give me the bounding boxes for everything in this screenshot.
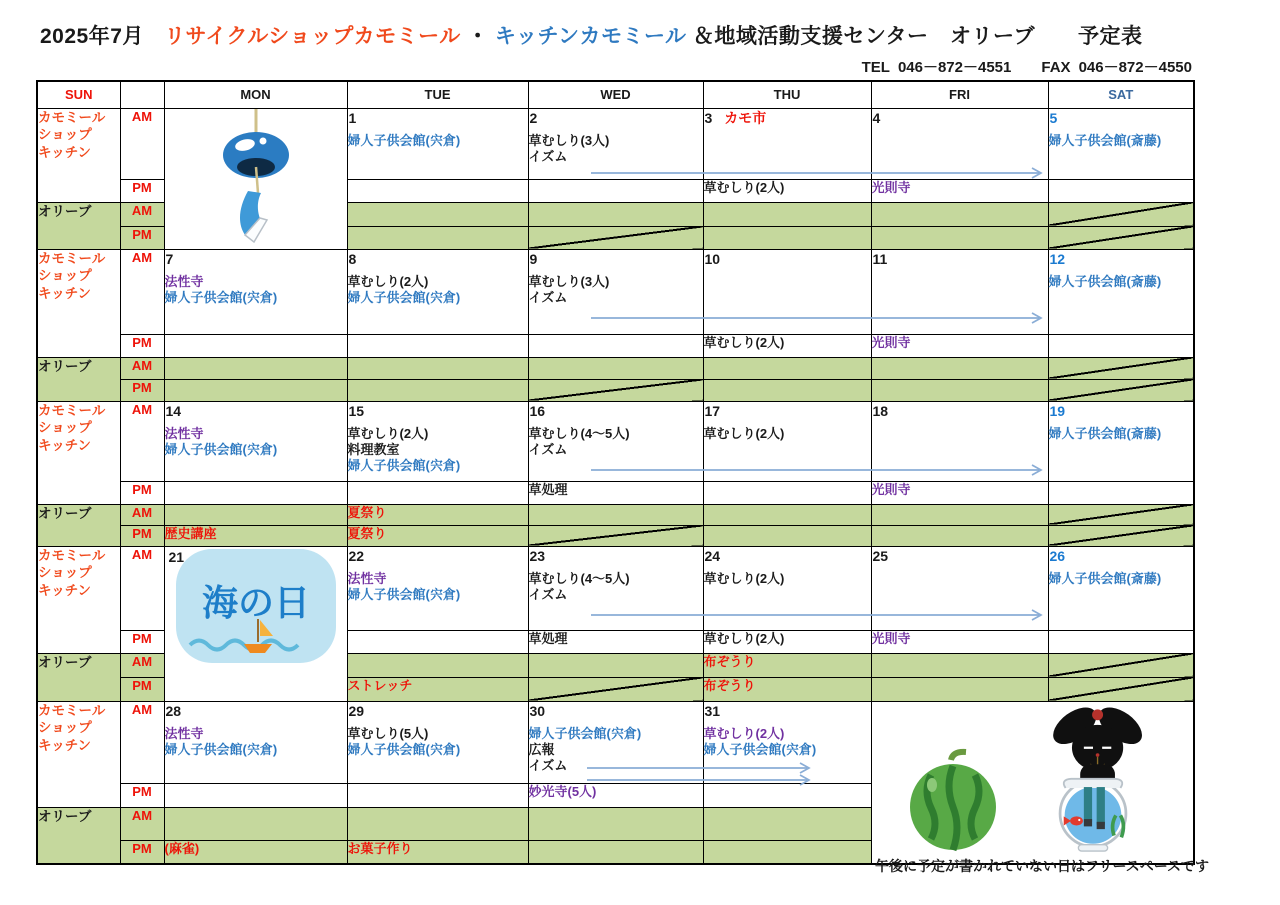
w3-tue-olive-pm-cell [347, 525, 528, 546]
corner-header [120, 81, 164, 108]
olive-pm-row-label: PM [120, 226, 164, 249]
event-entry: 婦人子供会館(宍倉) [347, 458, 461, 474]
w5-tue-olive-am-cell [347, 807, 528, 841]
event-entry: 草むしり(2人) [703, 334, 785, 350]
w3-thu-olive-pm-cell [703, 525, 871, 546]
w3-mon-olive-pm-cell [164, 525, 347, 546]
w2-mon-pm-cell [164, 334, 347, 357]
date-line [349, 703, 528, 721]
w4-tue-olive-pm-cell [347, 677, 528, 701]
date-number: 9 [529, 250, 538, 267]
event-entry: 光則寺 [871, 481, 911, 497]
pm-row-label: PM [120, 334, 164, 357]
event-entry: 光則寺 [871, 630, 911, 646]
w4-tue-pm-cell [347, 630, 528, 653]
row-label-olive: オリーブ [37, 807, 120, 864]
w4-tue-olive-am-cell [347, 653, 528, 677]
w1-tue-olive-am-cell [347, 202, 528, 226]
date-line [705, 703, 871, 721]
row-label-chamomile: カモミール ショップ キッチン [37, 249, 120, 357]
date-line [349, 548, 528, 566]
w5-thu-am-cell [703, 701, 871, 783]
fax-number: 046－872－4550 [1078, 59, 1192, 76]
w1-tue-am-cell [347, 108, 528, 179]
page-title [40, 20, 1142, 50]
schedule-table [36, 80, 1195, 865]
w4-wed-olive-am-cell [528, 653, 703, 677]
w4-wed-pm-cell [528, 630, 703, 653]
row-label-olive: オリーブ [37, 357, 120, 401]
date-line [530, 403, 703, 421]
w5-mon-am-cell [164, 701, 347, 783]
w2-sat-pm-cell [1048, 334, 1194, 357]
w4-fri-olive-am-cell [871, 653, 1048, 677]
day-header-thu: THU [703, 81, 871, 108]
event-entry: イズム [528, 290, 568, 306]
w1-fri-pm-cell [871, 179, 1048, 202]
date-line [166, 703, 347, 721]
event-entry: 婦人子供会館(宍倉) [347, 587, 461, 603]
date-number: 2 [529, 109, 538, 126]
w2-thu-pm-cell [703, 334, 871, 357]
w4-sat-olive-am-cell [1048, 653, 1194, 677]
event-entry: 草むしり(3人) [528, 133, 610, 148]
w3-thu-am-cell [703, 401, 871, 481]
w2-wed-olive-pm-cell [528, 379, 703, 401]
w4-thu-am-cell [703, 546, 871, 630]
w3-fri-am-cell [871, 401, 1048, 481]
event-entry: 法性寺 [164, 274, 204, 289]
date-number: 21 [168, 548, 185, 565]
w3-fri-pm-cell [871, 481, 1048, 504]
day-header-mon: MON [164, 81, 347, 108]
w4-thu-pm-cell [703, 630, 871, 653]
w2-wed-pm-cell [528, 334, 703, 357]
w4-tue-am-cell [347, 546, 528, 630]
event-entry: 草むしり(2人) [703, 726, 785, 741]
event-entry: イズム [528, 149, 568, 165]
event-entry: 料理教室 [347, 442, 400, 458]
title-separator: ・ [467, 25, 489, 48]
row-label-chamomile: カモミール ショップ キッチン [37, 546, 120, 653]
w3-fri-olive-pm-cell [871, 525, 1048, 546]
event-entry: 婦人子供会館(宍倉) [347, 133, 461, 148]
w4-wed-am-cell [528, 546, 703, 630]
w3-thu-olive-am-cell [703, 504, 871, 525]
w1-thu-am-cell [703, 108, 871, 179]
day-header-tue: TUE [347, 81, 528, 108]
event-entry: 法性寺 [164, 726, 204, 741]
w1-sat-pm-cell [1048, 179, 1194, 202]
date-line [349, 251, 528, 269]
event-entry: 草むしり(4～5人) [528, 426, 630, 441]
event-entry: 夏祭り [347, 504, 387, 520]
w3-wed-olive-pm-cell [528, 525, 703, 546]
row-label-olive: オリーブ [37, 202, 120, 249]
w2-sat-am-cell [1048, 249, 1194, 334]
w2-thu-olive-am-cell [703, 357, 871, 379]
w3-sat-am-cell [1048, 401, 1194, 481]
w4-fri-olive-pm-cell [871, 677, 1048, 701]
date-number: 12 [1049, 250, 1066, 267]
w2-tue-am-cell [347, 249, 528, 334]
date-line [705, 403, 871, 421]
w5-tue-pm-cell [347, 783, 528, 807]
date-line [1050, 110, 1194, 128]
w1-thu-olive-pm-cell [703, 226, 871, 249]
event-entry: 光則寺 [871, 179, 911, 195]
event-entry: 婦人子供会館(宍倉) [164, 290, 278, 306]
olive-am-row-label: AM [120, 807, 164, 841]
date-number: 5 [1049, 109, 1058, 126]
pm-row-label: PM [120, 481, 164, 504]
am-row-label: AM [120, 546, 164, 630]
title-rest: ＆地域活動支援センター オリーブ 予定表 [692, 25, 1143, 48]
title-month: 2025年7月 [40, 25, 144, 48]
w1-sat-olive-pm-cell [1048, 226, 1194, 249]
event-entry: 光則寺 [871, 334, 911, 350]
w5-thu-olive-pm-cell [703, 841, 871, 864]
event-entry: 法性寺 [164, 426, 204, 441]
date-line [349, 110, 528, 128]
am-row-label: AM [120, 401, 164, 481]
date-line [1050, 548, 1194, 566]
w3-sat-olive-am-cell [1048, 504, 1194, 525]
w5-wed-olive-am-cell [528, 807, 703, 841]
wind-chime-illustration [165, 109, 347, 248]
date-line [166, 403, 347, 421]
date-number: 22 [348, 547, 365, 564]
olive-am-row-label: AM [120, 202, 164, 226]
fax-label: FAX [1041, 59, 1071, 76]
event-entry: 婦人子供会館(宍倉) [164, 442, 278, 458]
w3-wed-am-cell [528, 401, 703, 481]
date-number: 31 [704, 702, 721, 719]
event-entry: 婦人子供会館(宍倉) [347, 742, 461, 758]
event-entry: 草むしり(2人) [703, 179, 785, 195]
w2-tue-pm-cell [347, 334, 528, 357]
olive-am-row-label: AM [120, 653, 164, 677]
w3-tue-olive-am-cell [347, 504, 528, 525]
w1-thu-olive-am-cell [703, 202, 871, 226]
w2-fri-olive-am-cell [871, 357, 1048, 379]
olive-pm-row-label: PM [120, 379, 164, 401]
w2-sat-olive-am-cell [1048, 357, 1194, 379]
event-entry: 婦人子供会館(宍倉) [164, 742, 278, 758]
date-line [873, 251, 1048, 269]
event-entry: イズム [528, 442, 568, 458]
date-line [873, 403, 1048, 421]
watermelon-illustration [903, 748, 1003, 857]
date-number: 10 [704, 250, 721, 267]
w3-fri-olive-am-cell [871, 504, 1048, 525]
w3-mon-pm-cell [164, 481, 347, 504]
event-entry: ストレッチ [347, 677, 413, 693]
event-entry: 婦人子供会館(宍倉) [703, 742, 817, 758]
tel-label: TEL [861, 59, 890, 76]
w2-sat-olive-pm-cell [1048, 379, 1194, 401]
w2-mon-am-cell [164, 249, 347, 334]
row-label-chamomile: カモミール ショップ キッチン [37, 701, 120, 807]
tel-number: 046－872－4551 [897, 59, 1012, 76]
event-entry: 妙光寺(5人) [528, 783, 597, 799]
event-entry: 婦人子供会館(斎藤) [1048, 571, 1162, 586]
w2-thu-am-cell [703, 249, 871, 334]
w1-fri-olive-am-cell [871, 202, 1048, 226]
w5-thu-pm-cell [703, 783, 871, 807]
event-entry: 婦人子供会館(斎藤) [1048, 426, 1162, 441]
date-line [705, 548, 871, 566]
w5-fri-illustration-cell [871, 701, 1194, 864]
contact-info [862, 56, 1192, 77]
event-entry: 草むしり(3人) [528, 274, 610, 289]
date-number: 1 [348, 109, 357, 126]
date-line [705, 110, 871, 128]
date-line [530, 548, 703, 566]
w4-fri-pm-cell [871, 630, 1048, 653]
w1-wed-am-cell [528, 108, 703, 179]
event-entry: 草むしり(2人) [347, 426, 429, 441]
event-entry: 草むしり(2人) [703, 426, 785, 441]
w4-mon-illustration-cell [164, 546, 347, 701]
w2-tue-olive-am-cell [347, 357, 528, 379]
w3-mon-am-cell [164, 401, 347, 481]
w4-wed-olive-pm-cell [528, 677, 703, 701]
w5-wed-pm-cell [528, 783, 703, 807]
date-number: 18 [872, 402, 889, 419]
date-line [1050, 251, 1194, 269]
w3-wed-olive-am-cell [528, 504, 703, 525]
title-kitchen-name: キッチンカモミール [494, 25, 687, 48]
olive-am-row-label: AM [120, 504, 164, 525]
event-entry: 草むしり(2人) [703, 630, 785, 646]
pm-row-label: PM [120, 179, 164, 202]
w2-wed-am-cell [528, 249, 703, 334]
w3-thu-pm-cell [703, 481, 871, 504]
event-entry: 婦人子供会館(斎藤) [1048, 133, 1162, 148]
date-number: 14 [165, 402, 182, 419]
date-number: 30 [529, 702, 546, 719]
day-header-sat: SAT [1048, 81, 1194, 108]
event-entry: イズム [528, 587, 568, 603]
date-number: 24 [704, 547, 721, 564]
w5-tue-olive-pm-cell [347, 841, 528, 864]
event-entry: 草処理 [528, 630, 568, 646]
date-number: 15 [348, 402, 365, 419]
date-number: 8 [348, 250, 357, 267]
w5-mon-olive-am-cell [164, 807, 347, 841]
w5-mon-olive-pm-cell [164, 841, 347, 864]
event-entry: (麻雀) [164, 841, 200, 856]
w4-sat-am-cell [1048, 546, 1194, 630]
w1-tue-olive-pm-cell [347, 226, 528, 249]
date-number: 19 [1049, 402, 1066, 419]
event-entry: 草むしり(2人) [347, 274, 429, 289]
date-number: 4 [872, 109, 881, 126]
date-number: 25 [872, 547, 889, 564]
date-number: 11 [872, 250, 888, 267]
olive-pm-row-label: PM [120, 525, 164, 546]
row-label-chamomile: カモミール ショップ キッチン [37, 401, 120, 504]
w5-thu-olive-am-cell [703, 807, 871, 841]
row-label-chamomile: カモミール ショップ キッチン [37, 108, 120, 202]
pm-row-label: PM [120, 783, 164, 807]
olive-pm-row-label: PM [120, 677, 164, 701]
w1-mon-illustration-cell [164, 108, 347, 249]
day-header-fri: FRI [871, 81, 1048, 108]
date-number: 7 [165, 250, 174, 267]
date-number: 23 [529, 547, 546, 564]
summer-illustrations [872, 702, 1194, 863]
w1-wed-olive-am-cell [528, 202, 703, 226]
w1-sat-am-cell [1048, 108, 1194, 179]
w3-tue-am-cell [347, 401, 528, 481]
w1-tue-pm-cell [347, 179, 528, 202]
w2-fri-am-cell [871, 249, 1048, 334]
w1-sat-olive-am-cell [1048, 202, 1194, 226]
event-entry: 草むしり(5人) [347, 726, 429, 741]
row-label-olive: オリーブ [37, 504, 120, 546]
event-entry: 広報 [528, 742, 555, 758]
w4-sat-olive-pm-cell [1048, 677, 1194, 701]
date-number: 3 [704, 109, 713, 126]
rabbit-in-fishbowl-illustration [1025, 702, 1161, 857]
date-line [873, 110, 1048, 128]
olive-pm-row-label: PM [120, 841, 164, 864]
event-entry: 草むしり(2人) [703, 571, 785, 586]
w3-wed-pm-cell [528, 481, 703, 504]
w2-fri-olive-pm-cell [871, 379, 1048, 401]
w2-fri-pm-cell [871, 334, 1048, 357]
w4-thu-olive-pm-cell [703, 677, 871, 701]
w3-tue-pm-cell [347, 481, 528, 504]
w4-thu-olive-am-cell [703, 653, 871, 677]
w1-fri-am-cell [871, 108, 1048, 179]
event-entry: 草むしり(4～5人) [528, 571, 630, 586]
w2-thu-olive-pm-cell [703, 379, 871, 401]
w2-wed-olive-am-cell [528, 357, 703, 379]
w3-sat-olive-pm-cell [1048, 525, 1194, 546]
w2-mon-olive-pm-cell [164, 379, 347, 401]
svg-text:海の日: 海の日 [201, 581, 310, 623]
event-entry: 歴史講座 [164, 525, 217, 541]
w1-wed-olive-pm-cell [528, 226, 703, 249]
footer-note: 午後に予定が書かれていない日はフリースペースです [875, 858, 1210, 874]
date-line [530, 251, 703, 269]
event-entry: 婦人子供会館(斎藤) [1048, 274, 1162, 289]
event-entry: イズム [528, 758, 568, 774]
olive-am-row-label: AM [120, 357, 164, 379]
event-entry: お菓子作り [347, 841, 413, 856]
w4-fri-am-cell [871, 546, 1048, 630]
event-entry: 布ぞうり [703, 677, 756, 693]
title-shop-name: リサイクルショップカモミール [164, 25, 461, 48]
w1-wed-pm-cell [528, 179, 703, 202]
am-row-label: AM [120, 108, 164, 179]
w1-thu-pm-cell [703, 179, 871, 202]
event-entry: 法性寺 [347, 571, 387, 586]
date-number: 26 [1049, 547, 1066, 564]
date-number: 29 [348, 702, 365, 719]
w2-tue-olive-pm-cell [347, 379, 528, 401]
w4-sat-pm-cell [1048, 630, 1194, 653]
date-number: 16 [529, 402, 546, 419]
event-entry: 婦人子供会館(宍倉) [347, 290, 461, 306]
date-line [349, 403, 528, 421]
event-entry: 夏祭り [347, 525, 387, 541]
pm-row-label: PM [120, 630, 164, 653]
date-line [530, 703, 703, 721]
w5-mon-pm-cell [164, 783, 347, 807]
date-number: 17 [704, 402, 721, 419]
w5-tue-am-cell [347, 701, 528, 783]
date-line [873, 548, 1048, 566]
date-line [166, 251, 347, 269]
w3-mon-olive-am-cell [164, 504, 347, 525]
am-row-label: AM [120, 249, 164, 334]
w3-sat-pm-cell [1048, 481, 1194, 504]
w2-mon-olive-am-cell [164, 357, 347, 379]
date-number: 28 [165, 702, 182, 719]
day-header-wed: WED [528, 81, 703, 108]
w5-wed-am-cell [528, 701, 703, 783]
date-line [1050, 403, 1194, 421]
date-note: カモ市 [724, 109, 767, 126]
event-entry: 布ぞうり [703, 653, 756, 669]
w1-fri-olive-pm-cell [871, 226, 1048, 249]
date-line [705, 251, 871, 269]
w5-wed-olive-pm-cell [528, 841, 703, 864]
row-label-olive: オリーブ [37, 653, 120, 701]
marine-day-illustration [165, 547, 347, 676]
event-entry: 婦人子供会館(宍倉) [528, 726, 642, 741]
event-entry: 草処理 [528, 481, 568, 497]
date-line [530, 110, 703, 128]
day-header-sun: SUN [37, 81, 120, 108]
am-row-label: AM [120, 701, 164, 783]
